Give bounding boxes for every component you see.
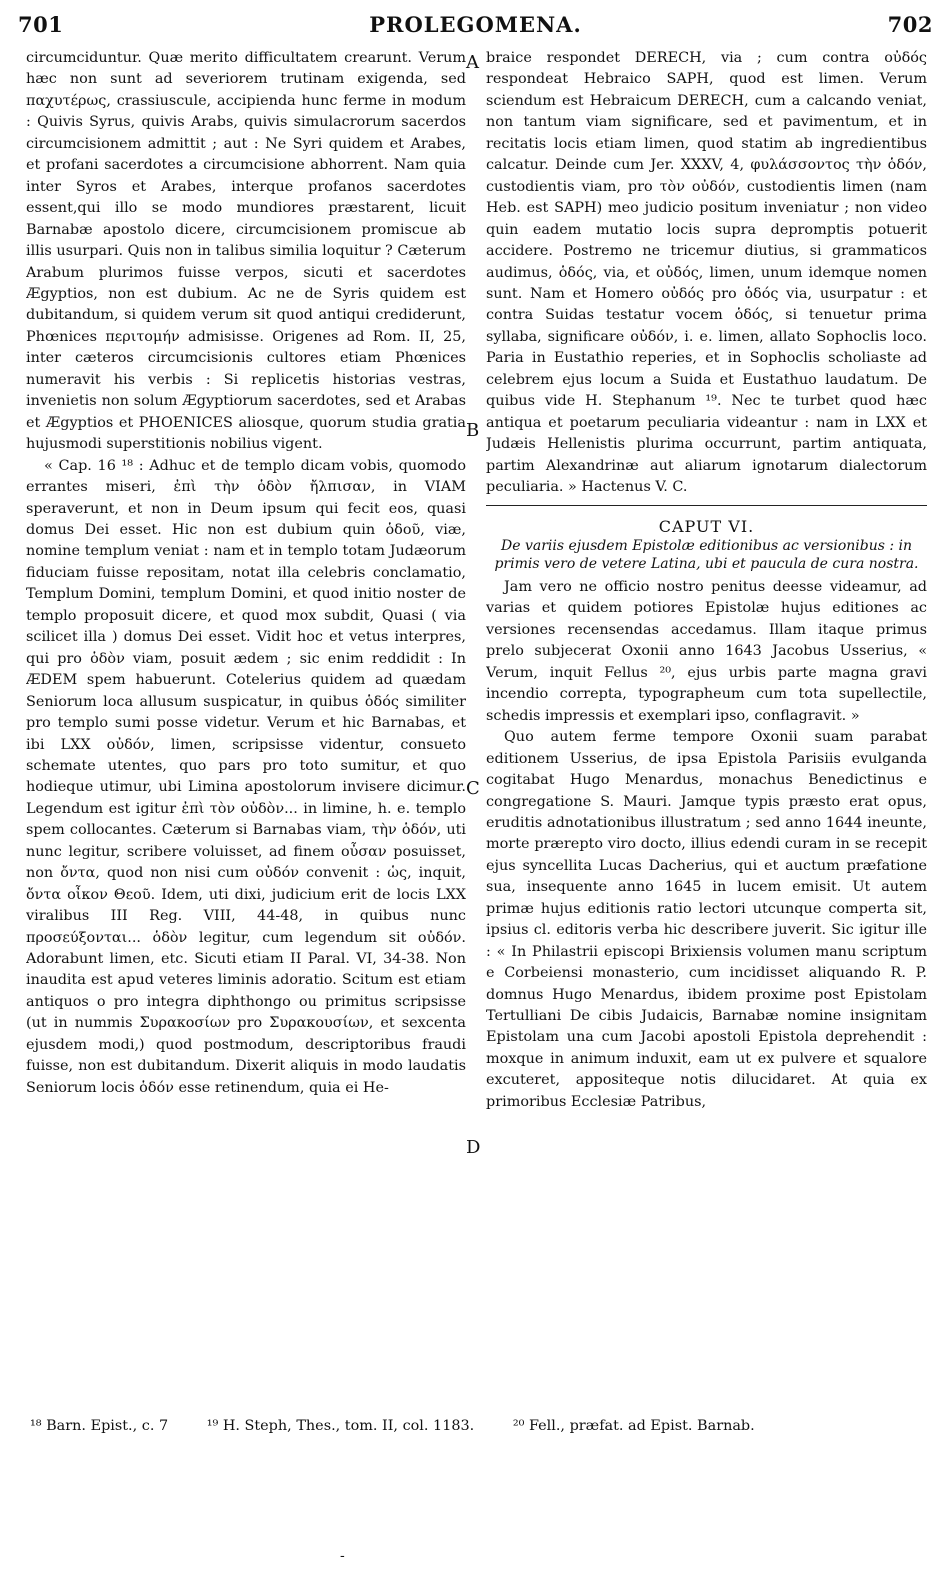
running-title: PROLEGOMENA. <box>369 12 582 37</box>
left-paragraph-2: « Cap. 16 ¹⁸ : Adhuc et de templo dicam vobis, quomodo errantes miseri, ἐπὶ τὴν ὁδὸν ἤλπισαν, in VIAM speraverunt, et non in Deum ipsum qui fecit eos, quasi domus Dei esset. Hic non est dubium quin ὁδοῦ, viæ, nomine templum veniat : nam et in templo totam Judæorum fiduciam fuisse repositam, notat illa celebris conclamatio, Templum Domini, templum Domini, et quod initio noster de templo proposuit dicere, et quod mox subdit, Quasi ( via scilicet illa ) domus Dei esset. Vidit hoc et vetus interpres, qui pro ὁδὸν viam, posuit ædem ; sic enim reddidit : In ÆDEM spem habuerunt. Cotelerius quidem ad quædam Seniorum loca allusum suspicatur, in quibus ὁδός similiter pro templo sumi posse videtur. Verum et hic Barnabas, et ibi LXX οὐδόν, limen, scripsisse videntur, consueto schemate utentes, quo pars pro toto sumitur, et quo hodieque utimur, ubi Limina apostolorum invisere dicimur. Legendum est igitur ἐπὶ τὸν οὐδὸν... in limine, h. e. templo spem collocantes. Cæterum si Barnabas viam, τὴν ὁδόν, uti nunc legitur, scribere voluisset, ad finem οὖσαν posuisset, non ὄντα, quod non nisi cum οὐδόν convenit : ὡς, inquit, ὄντα οἶκον Θεοῦ. Idem, uti dixi, judicium erit de locis LXX viralibus III Reg. VIII, 44-48, in quibus nunc προσεύξονται... ὁδὸν legitur, cum legendum sit οὐδόν. Adorabunt limen, etc. Sicuti etiam II Paral. VI, 34-38. Non inaudita est apud veteres liminis adoratio. Scitum est etiam antiquos o pro integra diphthongo ou primitus scripsisse (ut in nummis Συρακοσίων pro Συρακουσίων, et sexcenta ejusdem modi,) quod postmodum, descriptoribus fraudi fuisse, non est dubitandum. Dixerit aliquis in modo laudatis Seniorum locis ὁδόν esse retinendum, quia ei He- <box>26 457 466 1096</box>
left-paragraph-1: circumciduntur. Quæ merito difficultatem crearunt. Verum hæc non sunt ad severiorem trutinam exigenda, sed παχυτέρως, crassiuscule, accipienda hunc ferme in modum : Quivis Syrus, quivis Arabs, quivis simulacrorum sacerdos circumcisionem admittit ; aut : Ne Syri quidem et Arabes, et profani sacerdotes a circumcisione abhorrent. Nam quia inter Syros et Arabes, interque profanos sacerdotes essent,qui illo se modo mundiores præstarent, licuit Barnabæ apostolo dicere, circumcisionem promiscue ab illis usurpari. Quis non in talibus similia loquitur ? Cæterum Arabum plurimos fuisse verpos, sicuti et sacerdotes Ægyptios, non est dubium. Ac ne de Syris quidem est dubitandum, si quidem verum sit quod antiqui crediderunt, Phœnices περιτομήν admisisse. Origenes ad Rom. II, 25, inter cæteros circumcisionis cultores etiam Phœnices numeravit his verbis : Si replicetis historias vestras, invenietis non solum Ægyptiorum sacerdotes, sed et Arabas et Ægyptios et PHOENICES aliosque, quorum studia gratia hujusmodi superstitionis nobilius vigent. <box>26 50 466 453</box>
bottom-mark: - <box>340 1548 345 1564</box>
right-paragraph-1: braice respondet DERECH, via ; cum contra οὐδός respondeat Hebraico SAPH, quod est limen. Verum sciendum est Hebraicum DERECH, cum a calcando veniat, non tantum viam significare, sed et pavimentum, et in recitatis locis etiam limen, quod statim ab ingredientibus calcatur. Deinde cum Jer. XXXV, 4, φυλάσσοντος τὴν ὁδόν, custodientis viam, pro τὸν οὐδόν, custodientis limen (nam Heb. est SAPH) meo judicio positum inveniatur ; non video quin eadem mutatio locis supra depromptis potuerit accidere. Postremo ne tricemur diutius, si grammaticos audimus, ὁδός, via, et οὐδός, limen, unum idemque nomen sunt. Nam et Homero οὐδός pro ὁδός via, usurpatur : et contra Suidas testatur vocem ὁδός, si tenuetur prima syllaba, significare οὐδόν, i. e. limen, allato Sophoclis loco. Paria in Eustathio reperies, et in Sophoclis scholiaste ad celebrem ejus locum a Suida et Eustathuo laudatum. De quibus vide H. Stephanum ¹⁹. Nec te turbet quod hæc antiqua et poetarum peculiaria videantur : nam in LXX et Judæis Hellenistis plurima occurrunt, partim antiquata, partim Alexandrinæ aut aliarum ignotarum dialectorum peculiaria. » Hactenus V. C. <box>486 50 927 496</box>
left-column <box>26 48 466 1384</box>
right-column <box>486 48 927 1384</box>
margin-marker-d: D <box>466 1137 481 1158</box>
right-paragraph-3: Quo autem ferme tempore Oxonii suam parabat editionem Usserius, de ipsa Epistola Parisiis evulganda cogitabat Hugo Menardus, monachus Benedictinus e congregatione S. Mauri. Jamque typis præsto erat opus, eruditis adnotationibus illustratum ; sed anno 1644 ineunte, morte prærepto viro docto, illius edendi curam in se recepit ejus syncellita Lucas Dacherius, qui et auctum præfatione sua, insequente anno 1645 in lucem emisit. Ut autem primæ hujus editionis ratio lectori utcunque comperta sit, ipsius cl. editoris verba hic describere juverit. Sic igitur ille : « In Philastrii episcopi Brixiensis volumen manu scriptum e Corbeiensi monasterio, cum incidisset aliquando R. P. domnus Hugo Menardus, ibidem proxime post Epistolam Tertulliani De cibis Judaicis, Barnabæ nomine insignitam Epistolam una cum Jacobi apostoli Epistola deprehendit : moxque in animum induxit, eam ut ex pulvere et squalore excuteret, appositeque notis dilucidaret. At quia ex primoribus Ecclesiæ Patribus, <box>486 729 927 1110</box>
page-header <box>0 0 951 44</box>
left-page-number: 701 <box>18 12 64 37</box>
right-paragraph-2: Jam vero ne officio nostro penitus deesse videamur, ad varias et quidem potiores Epistolæ hujus editiones ac versiones recensendas accedamus. Illam itaque primus prelo subjecerat Oxonii anno 1643 Jacobus Usserius, « Verum, inquit Fellus ²⁰, ejus urbis parte magna gravi incendio correpta, typographeum cum tota supellectile, schedis impressis et exemplari ipso, conflagravit. » <box>486 578 927 724</box>
margin-marker-c: C <box>466 778 480 799</box>
margin-marker-a: A <box>466 52 479 73</box>
footnote-19: ¹⁹ H. Steph, Thes., tom. II, col. 1183. <box>206 1418 475 1434</box>
footnotes <box>30 1418 930 1434</box>
margin-marker-b: B <box>466 420 480 441</box>
chapter-heading: CAPUT VI. <box>658 516 755 536</box>
footnote-20: ²⁰ Fell., præfat. ad Epist. Barnab. <box>512 1418 755 1434</box>
chapter-subtitle: De variis ejusdem Epistolæ editionibus ac versionibus : in primis vero de vetere Latina, ubi et paucula de cura nostra. <box>494 537 919 572</box>
right-page-number: 702 <box>887 12 933 37</box>
footnote-18: ¹⁸ Barn. Epist., c. 7 <box>30 1418 169 1434</box>
section-rule <box>486 505 927 506</box>
